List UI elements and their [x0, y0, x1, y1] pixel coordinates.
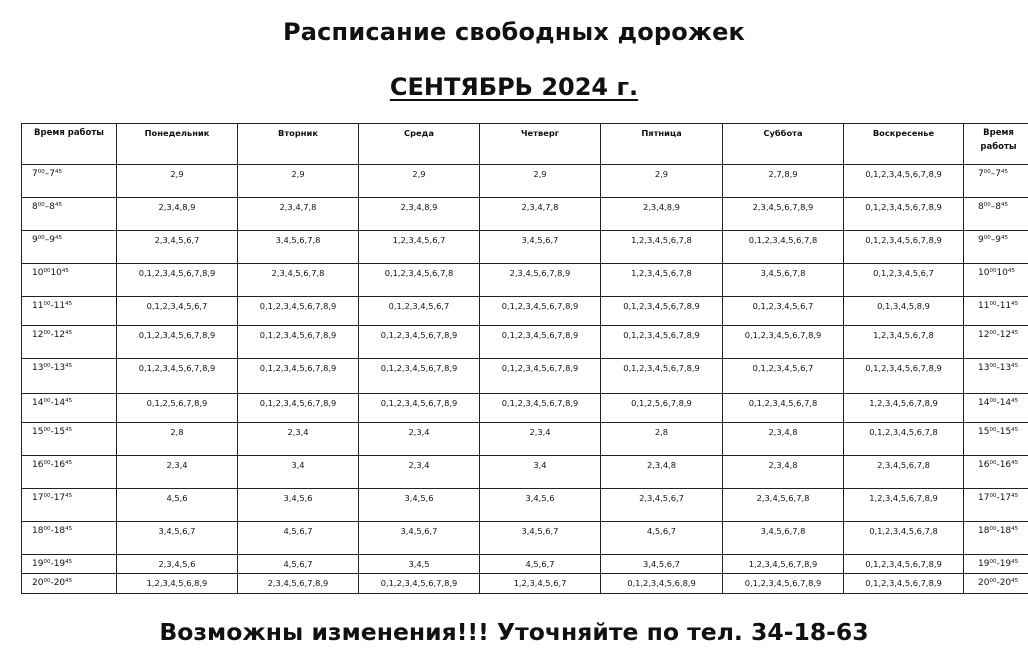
time-end-minutes: 45: [65, 578, 73, 584]
time-end-minutes: 45: [65, 559, 73, 565]
time-cell-left: [22, 165, 117, 198]
lanes-cell-monday: 2,3,4,5,6,7: [117, 231, 238, 264]
time-separator: -: [996, 460, 1000, 470]
time-end: 7: [995, 169, 1001, 179]
time-start-minutes: 00: [989, 427, 997, 433]
time-separator: -: [996, 301, 1000, 311]
time-start: 14: [32, 398, 44, 408]
header-time-left: Время работы: [22, 124, 117, 165]
table-row: [22, 326, 1028, 359]
time-start: 16: [978, 460, 990, 470]
time-cell-right: [964, 555, 1028, 574]
time-start: 10: [978, 268, 990, 278]
time-start-minutes: 00: [37, 235, 45, 241]
lanes-cell-thursday: 0,1,2,3,4,5,6,7,8,9: [480, 326, 601, 359]
time-end: 9: [49, 235, 55, 245]
time-separator: -: [50, 427, 54, 437]
time-end: 18: [999, 526, 1012, 536]
lanes-cell-tuesday: 2,3,4: [238, 423, 359, 456]
lanes-cell-friday: 0,1,2,5,6,7,8,9: [601, 394, 723, 423]
time-start: 13: [978, 363, 990, 373]
lanes-cell-thursday: 4,5,6,7: [480, 555, 601, 574]
lanes-cell-sunday: 0,1,2,3,4,5,6,7,8,9: [844, 555, 964, 574]
lanes-cell-sunday: 1,2,3,4,5,6,7,8,9: [844, 489, 964, 522]
lanes-cell-friday: 0,1,2,3,4,5,6,7,8,9: [601, 359, 723, 394]
time-separator: -: [996, 330, 1000, 340]
table-row: [22, 359, 1028, 394]
lanes-cell-sunday: 0,1,2,3,4,5,6,7,8: [844, 522, 964, 555]
time-end-minutes: 45: [61, 268, 69, 274]
lanes-cell-monday: 0,1,2,5,6,7,8,9: [117, 394, 238, 423]
table-row: [22, 555, 1028, 574]
table-row: [22, 394, 1028, 423]
lanes-cell-thursday: 1,2,3,4,5,6,7: [480, 574, 601, 594]
lanes-cell-friday: 2,3,4,5,6,7: [601, 489, 723, 522]
lanes-cell-thursday: 3,4: [480, 456, 601, 489]
lanes-cell-wednesday: 2,3,4: [359, 456, 480, 489]
time-end-minutes: 45: [54, 202, 62, 208]
lanes-cell-friday: 2,3,4,8: [601, 456, 723, 489]
table-row: [22, 574, 1028, 594]
lanes-cell-monday: 2,8: [117, 423, 238, 456]
table-row: [22, 264, 1028, 297]
lanes-cell-sunday: 0,1,2,3,4,5,6,7,8,9: [844, 574, 964, 594]
lanes-cell-saturday: 2,3,4,5,6,7,8: [723, 489, 844, 522]
time-cell-left: [22, 231, 117, 264]
time-start: 10: [32, 268, 44, 278]
time-separator: -: [996, 559, 1000, 569]
time-start-minutes: 00: [983, 202, 991, 208]
lanes-cell-sunday: 0,1,2,3,4,5,6,7,8,9: [844, 165, 964, 198]
table-row: [22, 456, 1028, 489]
time-cell-left: [22, 264, 117, 297]
lanes-cell-wednesday: 3,4,5,6: [359, 489, 480, 522]
lanes-cell-friday: 1,2,3,4,5,6,7,8: [601, 231, 723, 264]
time-start-minutes: 00: [989, 578, 997, 584]
lanes-cell-monday: 2,3,4,8,9: [117, 198, 238, 231]
time-end-minutes: 45: [1011, 460, 1019, 466]
table-row: [22, 165, 1028, 198]
time-end-minutes: 45: [65, 398, 73, 404]
lanes-cell-thursday: 2,3,4: [480, 423, 601, 456]
time-cell-left: [22, 489, 117, 522]
lanes-cell-friday: 0,1,2,3,4,5,6,7,8,9: [601, 326, 723, 359]
time-separator: –: [990, 169, 996, 179]
time-separator: –: [44, 169, 50, 179]
time-end: 20: [999, 578, 1012, 588]
lanes-cell-thursday: 0,1,2,3,4,5,6,7,8,9: [480, 359, 601, 394]
schedule-table: [21, 123, 1028, 594]
time-end-minutes: 45: [65, 460, 73, 466]
time-cell-left: [22, 297, 117, 326]
lanes-cell-sunday: 0,1,2,3,4,5,6,7,8,9: [844, 198, 964, 231]
time-separator: -: [50, 301, 54, 311]
time-start-minutes: 00: [43, 363, 51, 369]
lanes-cell-saturday: 0,1,2,3,4,5,6,7: [723, 359, 844, 394]
lanes-cell-saturday: 1,2,3,4,5,6,7,8,9: [723, 555, 844, 574]
lanes-cell-thursday: 2,3,4,5,6,7,8,9: [480, 264, 601, 297]
lanes-cell-monday: 2,3,4,5,6: [117, 555, 238, 574]
time-start-minutes: 00: [989, 363, 997, 369]
lanes-cell-tuesday: 3,4,5,6: [238, 489, 359, 522]
time-cell-left: [22, 198, 117, 231]
time-end: 10: [996, 268, 1008, 278]
lanes-cell-thursday: 2,3,4,7,8: [480, 198, 601, 231]
lanes-cell-tuesday: 0,1,2,3,4,5,6,7,8,9: [238, 297, 359, 326]
table-row: [22, 198, 1028, 231]
lanes-cell-saturday: 0,1,2,3,4,5,6,7,8,9: [723, 326, 844, 359]
time-end-minutes: 45: [1011, 330, 1019, 336]
time-separator: -: [50, 363, 54, 373]
time-start: 7: [32, 169, 38, 179]
lanes-cell-thursday: 3,4,5,6,7: [480, 231, 601, 264]
lanes-cell-friday: 2,8: [601, 423, 723, 456]
lanes-cell-wednesday: 0,1,2,3,4,5,6,7,8,9: [359, 359, 480, 394]
time-end: 15: [53, 427, 66, 437]
lanes-cell-monday: 4,5,6: [117, 489, 238, 522]
time-end: 13: [53, 363, 66, 373]
time-separator: –: [44, 235, 50, 245]
table-row: [22, 297, 1028, 326]
time-start-minutes: 00: [43, 268, 51, 274]
time-start-minutes: 00: [43, 526, 51, 532]
lanes-cell-wednesday: 2,9: [359, 165, 480, 198]
lanes-cell-thursday: 2,9: [480, 165, 601, 198]
lanes-cell-saturday: 3,4,5,6,7,8: [723, 264, 844, 297]
time-start: 20: [32, 578, 44, 588]
lanes-cell-thursday: 0,1,2,3,4,5,6,7,8,9: [480, 297, 601, 326]
lanes-cell-monday: 2,9: [117, 165, 238, 198]
time-cell-right: [964, 264, 1028, 297]
lanes-cell-thursday: 3,4,5,6: [480, 489, 601, 522]
lanes-cell-sunday: 0,1,3,4,5,8,9: [844, 297, 964, 326]
time-start: 9: [32, 235, 38, 245]
lanes-cell-wednesday: 0,1,2,3,4,5,6,7: [359, 297, 480, 326]
time-start: 8: [978, 202, 984, 212]
time-start: 12: [978, 330, 990, 340]
footer-notice: Возможны изменения!!! Уточняйте по тел. 34-18-63: [159, 618, 869, 646]
time-cell-left: [22, 456, 117, 489]
time-start: 12: [32, 330, 44, 340]
header-wednesday: Среда: [359, 124, 480, 165]
lanes-cell-saturday: 3,4,5,6,7,8: [723, 522, 844, 555]
lanes-cell-tuesday: 0,1,2,3,4,5,6,7,8,9: [238, 394, 359, 423]
table-row: [22, 231, 1028, 264]
time-separator: -: [996, 427, 1000, 437]
lanes-cell-sunday: 0,1,2,3,4,5,6,7,8: [844, 423, 964, 456]
lanes-cell-friday: 0,1,2,3,4,5,6,8,9: [601, 574, 723, 594]
month-subtitle: [0, 73, 1028, 101]
time-separator: -: [996, 526, 1000, 536]
header-tuesday: Вторник: [238, 124, 359, 165]
time-separator: -: [50, 559, 54, 569]
header-row: [22, 124, 1028, 165]
lanes-cell-saturday: 2,7,8,9: [723, 165, 844, 198]
time-end: 14: [53, 398, 66, 408]
time-separator: -: [996, 398, 1000, 408]
time-start: 18: [32, 526, 44, 536]
time-cell-right: [964, 231, 1028, 264]
time-start-minutes: 00: [989, 330, 997, 336]
time-start-minutes: 00: [43, 559, 51, 565]
time-start-minutes: 00: [983, 169, 991, 175]
time-separator: -: [996, 363, 1000, 373]
lanes-cell-saturday: 0,1,2,3,4,5,6,7,8: [723, 394, 844, 423]
time-start: 16: [32, 460, 44, 470]
lanes-cell-friday: 2,3,4,8,9: [601, 198, 723, 231]
lanes-cell-wednesday: 3,4,5: [359, 555, 480, 574]
time-end-minutes: 45: [54, 169, 62, 175]
time-separator: -: [50, 398, 54, 408]
time-cell-left: [22, 555, 117, 574]
lanes-cell-tuesday: 2,9: [238, 165, 359, 198]
lanes-cell-friday: 3,4,5,6,7: [601, 555, 723, 574]
time-cell-right: [964, 297, 1028, 326]
lanes-cell-wednesday: 0,1,2,3,4,5,6,7,8,9: [359, 326, 480, 359]
time-start: 18: [978, 526, 990, 536]
lanes-cell-saturday: 0,1,2,3,4,5,6,7: [723, 297, 844, 326]
month-subtitle-text: СЕНТЯБРЬ 2024 г.: [389, 73, 639, 101]
table-row: [22, 423, 1028, 456]
time-end: 19: [53, 559, 66, 569]
time-end-minutes: 45: [1007, 268, 1015, 274]
time-cell-right: [964, 423, 1028, 456]
time-start: 11: [32, 301, 44, 311]
lanes-cell-monday: 0,1,2,3,4,5,6,7,8,9: [117, 326, 238, 359]
time-end: 12: [999, 330, 1012, 340]
time-start-minutes: 00: [989, 268, 997, 274]
time-end-minutes: 45: [1011, 427, 1019, 433]
time-separator: -: [50, 526, 54, 536]
time-start-minutes: 00: [37, 169, 45, 175]
lanes-cell-monday: 0,1,2,3,4,5,6,7,8,9: [117, 264, 238, 297]
page-title: Расписание свободных дорожек: [282, 18, 746, 46]
time-end-minutes: 45: [1011, 578, 1019, 584]
lanes-cell-friday: 1,2,3,4,5,6,7,8: [601, 264, 723, 297]
lanes-cell-sunday: 0,1,2,3,4,5,6,7,8,9: [844, 231, 964, 264]
time-end-minutes: 45: [54, 235, 62, 241]
time-end: 19: [999, 559, 1012, 569]
time-separator: -: [50, 493, 54, 503]
time-start-minutes: 00: [43, 398, 51, 404]
time-start-minutes: 00: [989, 301, 997, 307]
time-start-minutes: 00: [43, 330, 51, 336]
time-start-minutes: 00: [989, 559, 997, 565]
lanes-cell-wednesday: 2,3,4: [359, 423, 480, 456]
lanes-cell-friday: 4,5,6,7: [601, 522, 723, 555]
time-separator: -: [50, 578, 54, 588]
time-end: 13: [999, 363, 1012, 373]
time-start-minutes: 00: [989, 398, 997, 404]
time-start: 8: [32, 202, 38, 212]
time-cell-left: [22, 394, 117, 423]
header-monday: Понедельник: [117, 124, 238, 165]
time-start-minutes: 00: [43, 460, 51, 466]
time-start-minutes: 00: [983, 235, 991, 241]
time-cell-right: [964, 522, 1028, 555]
lanes-cell-monday: 0,1,2,3,4,5,6,7: [117, 297, 238, 326]
lanes-cell-thursday: 3,4,5,6,7: [480, 522, 601, 555]
time-end-minutes: 45: [1011, 559, 1019, 565]
lanes-cell-tuesday: 4,5,6,7: [238, 522, 359, 555]
lanes-cell-wednesday: 0,1,2,3,4,5,6,7,8,9: [359, 574, 480, 594]
time-cell-right: [964, 574, 1028, 594]
time-end-minutes: 45: [1000, 169, 1008, 175]
time-separator: –: [990, 202, 996, 212]
time-separator: –: [990, 235, 996, 245]
time-end: 11: [999, 301, 1012, 311]
time-start-minutes: 00: [989, 493, 997, 499]
time-start: 15: [978, 427, 990, 437]
time-end-minutes: 45: [65, 301, 73, 307]
time-cell-left: [22, 326, 117, 359]
lanes-cell-tuesday: 3,4: [238, 456, 359, 489]
lanes-cell-monday: 1,2,3,4,5,6,8,9: [117, 574, 238, 594]
lanes-cell-monday: 3,4,5,6,7: [117, 522, 238, 555]
lanes-cell-sunday: 1,2,3,4,5,6,7,8,9: [844, 394, 964, 423]
time-cell-right: [964, 165, 1028, 198]
time-start: 7: [978, 169, 984, 179]
lanes-cell-sunday: 1,2,3,4,5,6,7,8: [844, 326, 964, 359]
lanes-cell-tuesday: 2,3,4,7,8: [238, 198, 359, 231]
time-start-minutes: 00: [43, 578, 51, 584]
lanes-cell-tuesday: 4,5,6,7: [238, 555, 359, 574]
time-cell-left: [22, 423, 117, 456]
lanes-cell-thursday: 0,1,2,3,4,5,6,7,8,9: [480, 394, 601, 423]
time-start-minutes: 00: [989, 526, 997, 532]
lanes-cell-monday: 2,3,4: [117, 456, 238, 489]
time-end: 8: [995, 202, 1001, 212]
time-cell-right: [964, 198, 1028, 231]
time-start: 17: [978, 493, 990, 503]
lanes-cell-tuesday: 0,1,2,3,4,5,6,7,8,9: [238, 326, 359, 359]
header-saturday: Суббота: [723, 124, 844, 165]
time-end-minutes: 45: [1000, 235, 1008, 241]
lanes-cell-friday: 2,9: [601, 165, 723, 198]
time-start: 13: [32, 363, 44, 373]
lanes-cell-sunday: 0,1,2,3,4,5,6,7: [844, 264, 964, 297]
lanes-cell-wednesday: 3,4,5,6,7: [359, 522, 480, 555]
time-cell-right: [964, 394, 1028, 423]
time-end-minutes: 45: [65, 493, 73, 499]
time-start: 19: [32, 559, 44, 569]
time-end: 11: [53, 301, 66, 311]
time-start-minutes: 00: [43, 427, 51, 433]
time-cell-left: [22, 359, 117, 394]
lanes-cell-sunday: 2,3,4,5,6,7,8: [844, 456, 964, 489]
time-end-minutes: 45: [65, 427, 73, 433]
time-cell-right: [964, 456, 1028, 489]
time-end-minutes: 45: [1011, 301, 1019, 307]
table-row: [22, 489, 1028, 522]
time-start-minutes: 00: [989, 460, 997, 466]
time-start: 20: [978, 578, 990, 588]
time-start: 15: [32, 427, 44, 437]
lanes-cell-saturday: 2,3,4,8: [723, 423, 844, 456]
header-friday: Пятница: [601, 124, 723, 165]
time-separator: -: [996, 493, 1000, 503]
time-cell-right: [964, 489, 1028, 522]
lanes-cell-tuesday: 2,3,4,5,6,7,8,9: [238, 574, 359, 594]
lanes-cell-wednesday: 0,1,2,3,4,5,6,7,8,9: [359, 394, 480, 423]
time-start-minutes: 00: [43, 493, 51, 499]
lanes-cell-sunday: 0,1,2,3,4,5,6,7,8,9: [844, 359, 964, 394]
time-end-minutes: 45: [1011, 493, 1019, 499]
lanes-cell-monday: 0,1,2,3,4,5,6,7,8,9: [117, 359, 238, 394]
time-end: 7: [49, 169, 55, 179]
time-end: 16: [999, 460, 1012, 470]
time-end-minutes: 45: [65, 330, 73, 336]
header-thursday: Четверг: [480, 124, 601, 165]
time-end: 8: [49, 202, 55, 212]
lanes-cell-tuesday: 2,3,4,5,6,7,8: [238, 264, 359, 297]
time-start: 17: [32, 493, 44, 503]
time-end-minutes: 45: [1011, 526, 1019, 532]
time-end: 9: [995, 235, 1001, 245]
time-start-minutes: 00: [43, 301, 51, 307]
table-row: [22, 522, 1028, 555]
time-start: 19: [978, 559, 990, 569]
time-start: 9: [978, 235, 984, 245]
time-separator: -: [50, 330, 54, 340]
time-end-minutes: 45: [1011, 398, 1019, 404]
lanes-cell-friday: 0,1,2,3,4,5,6,7,8,9: [601, 297, 723, 326]
time-end: 17: [53, 493, 66, 503]
time-end-minutes: 45: [1011, 363, 1019, 369]
lanes-cell-tuesday: 3,4,5,6,7,8: [238, 231, 359, 264]
time-separator: -: [50, 460, 54, 470]
time-end: 20: [53, 578, 66, 588]
time-start: 14: [978, 398, 990, 408]
time-cell-right: [964, 326, 1028, 359]
time-end: 12: [53, 330, 66, 340]
time-start: 11: [978, 301, 990, 311]
time-end: 10: [50, 268, 62, 278]
lanes-cell-saturday: 0,1,2,3,4,5,6,7,8,9: [723, 574, 844, 594]
time-end: 17: [999, 493, 1012, 503]
time-cell-left: [22, 522, 117, 555]
header-sunday: Воскресенье: [844, 124, 964, 165]
lanes-cell-saturday: 2,3,4,5,6,7,8,9: [723, 198, 844, 231]
time-cell-right: [964, 359, 1028, 394]
time-separator: -: [996, 578, 1000, 588]
time-end-minutes: 45: [65, 363, 73, 369]
time-separator: –: [44, 202, 50, 212]
time-end: 14: [999, 398, 1012, 408]
lanes-cell-wednesday: 2,3,4,8,9: [359, 198, 480, 231]
time-end: 18: [53, 526, 66, 536]
lanes-cell-saturday: 2,3,4,8: [723, 456, 844, 489]
header-time-right: Время работы: [964, 124, 1028, 165]
time-start-minutes: 00: [37, 202, 45, 208]
time-cell-left: [22, 574, 117, 594]
time-end: 16: [53, 460, 66, 470]
time-end: 15: [999, 427, 1012, 437]
lanes-cell-saturday: 0,1,2,3,4,5,6,7,8: [723, 231, 844, 264]
time-end-minutes: 45: [1000, 202, 1008, 208]
time-end-minutes: 45: [65, 526, 73, 532]
schedule-body: [22, 165, 1028, 594]
lanes-cell-tuesday: 0,1,2,3,4,5,6,7,8,9: [238, 359, 359, 394]
lanes-cell-wednesday: 0,1,2,3,4,5,6,7,8: [359, 264, 480, 297]
lanes-cell-wednesday: 1,2,3,4,5,6,7: [359, 231, 480, 264]
